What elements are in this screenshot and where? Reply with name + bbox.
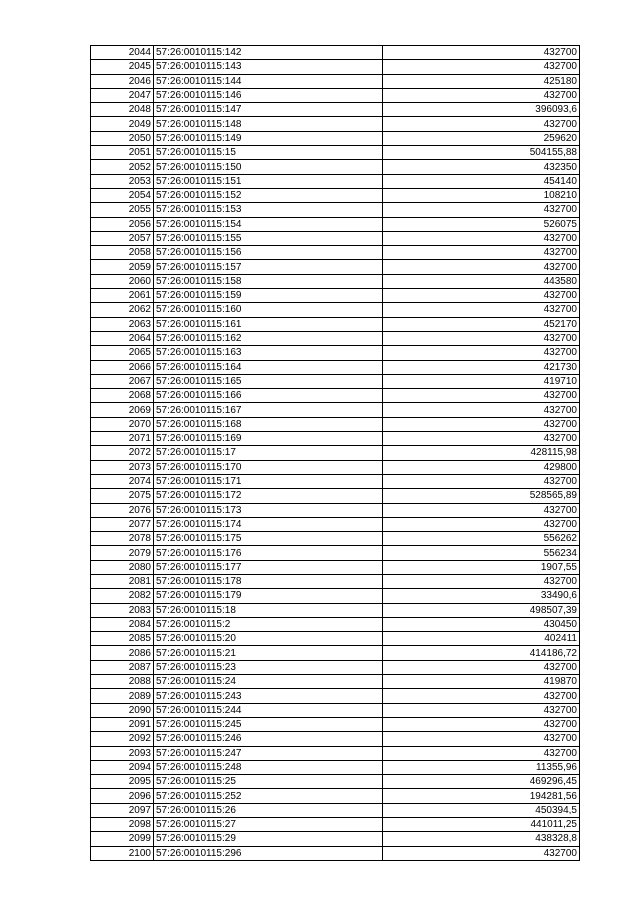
row-number-cell: 2096 [91,789,154,803]
table-row [91,789,580,803]
cadastral-value-cell: 432700 [383,689,580,703]
cadastral-number-cell: 57:26:0010115:153 [154,203,383,217]
row-number-cell: 2091 [91,717,154,731]
table-row [91,760,580,774]
cadastral-value-cell: 432700 [383,432,580,446]
table-row [91,603,580,617]
cadastral-value-cell: 414186,72 [383,646,580,660]
cadastral-number-cell: 57:26:0010115:15 [154,146,383,160]
table-row [91,231,580,245]
cadastral-value-cell: 432700 [383,117,580,131]
cadastral-value-cell: 432700 [383,403,580,417]
cadastral-number-cell: 57:26:0010115:155 [154,231,383,245]
table-row [91,389,580,403]
cadastral-value-cell: 432700 [383,260,580,274]
table-row [91,346,580,360]
cadastral-number-cell: 57:26:0010115:168 [154,417,383,431]
cadastral-value-cell: 432700 [383,517,580,531]
cadastral-number-cell: 57:26:0010115:147 [154,103,383,117]
cadastral-number-cell: 57:26:0010115:174 [154,517,383,531]
cadastral-value-cell: 432700 [383,503,580,517]
table-row [91,746,580,760]
cadastral-number-cell: 57:26:0010115:161 [154,317,383,331]
table-row [91,331,580,345]
cadastral-value-cell: 194281,56 [383,789,580,803]
row-number-cell: 2080 [91,560,154,574]
table-row [91,74,580,88]
cadastral-number-cell: 57:26:0010115:246 [154,732,383,746]
cadastral-number-cell: 57:26:0010115:143 [154,60,383,74]
cadastral-value-cell: 432700 [383,732,580,746]
cadastral-number-cell: 57:26:0010115:167 [154,403,383,417]
cadastral-number-cell: 57:26:0010115:20 [154,632,383,646]
cadastral-value-cell: 421730 [383,360,580,374]
cadastral-value-cell: 438328,8 [383,832,580,846]
cadastral-number-cell: 57:26:0010115:165 [154,374,383,388]
cadastral-number-cell: 57:26:0010115:18 [154,603,383,617]
cadastral-value-cell: 432700 [383,717,580,731]
cadastral-number-cell: 57:26:0010115:159 [154,289,383,303]
row-number-cell: 2083 [91,603,154,617]
cadastral-value-cell: 432700 [383,474,580,488]
row-number-cell: 2049 [91,117,154,131]
row-number-cell: 2065 [91,346,154,360]
table-row [91,717,580,731]
cadastral-number-cell: 57:26:0010115:149 [154,131,383,145]
cadastral-value-cell: 419710 [383,374,580,388]
table-row [91,160,580,174]
row-number-cell: 2063 [91,317,154,331]
cadastral-number-cell: 57:26:0010115:248 [154,760,383,774]
table-row [91,432,580,446]
cadastral-value-cell: 504155,88 [383,146,580,160]
cadastral-value-cell: 432700 [383,289,580,303]
row-number-cell: 2088 [91,675,154,689]
cadastral-value-cell: 441011,25 [383,818,580,832]
table-row [91,689,580,703]
cadastral-number-cell: 57:26:0010115:170 [154,460,383,474]
row-number-cell: 2089 [91,689,154,703]
table-row [91,303,580,317]
cadastral-value-cell: 432700 [383,331,580,345]
row-number-cell: 2082 [91,589,154,603]
row-number-cell: 2062 [91,303,154,317]
cadastral-number-cell: 57:26:0010115:142 [154,46,383,60]
cadastral-value-cell: 11355,96 [383,760,580,774]
cadastral-number-cell: 57:26:0010115:157 [154,260,383,274]
cadastral-number-cell: 57:26:0010115:164 [154,360,383,374]
row-number-cell: 2061 [91,289,154,303]
table-row [91,503,580,517]
row-number-cell: 2100 [91,846,154,860]
cadastral-number-cell: 57:26:0010115:243 [154,689,383,703]
row-number-cell: 2077 [91,517,154,531]
cadastral-value-cell: 432700 [383,346,580,360]
table-row [91,646,580,660]
row-number-cell: 2051 [91,146,154,160]
table-row [91,417,580,431]
cadastral-value-cell: 419870 [383,675,580,689]
row-number-cell: 2071 [91,432,154,446]
cadastral-value-cell: 108210 [383,188,580,202]
table-row [91,274,580,288]
row-number-cell: 2073 [91,460,154,474]
cadastral-number-cell: 57:26:0010115:21 [154,646,383,660]
row-number-cell: 2090 [91,703,154,717]
cadastral-number-cell: 57:26:0010115:17 [154,446,383,460]
table-row [91,675,580,689]
table-row [91,260,580,274]
row-number-cell: 2048 [91,103,154,117]
cadastral-value-cell: 432700 [383,703,580,717]
table-row [91,88,580,102]
row-number-cell: 2056 [91,217,154,231]
table-row [91,446,580,460]
row-number-cell: 2059 [91,260,154,274]
cadastral-value-cell: 33490,6 [383,589,580,603]
row-number-cell: 2045 [91,60,154,74]
cadastral-number-cell: 57:26:0010115:178 [154,574,383,588]
cadastral-number-cell: 57:26:0010115:25 [154,775,383,789]
cadastral-number-cell: 57:26:0010115:179 [154,589,383,603]
cadastral-value-cell: 428115,98 [383,446,580,460]
row-number-cell: 2099 [91,832,154,846]
table-row [91,374,580,388]
table-row [91,117,580,131]
table-row [91,546,580,560]
row-number-cell: 2074 [91,474,154,488]
row-number-cell: 2047 [91,88,154,102]
table-row [91,589,580,603]
row-number-cell: 2046 [91,74,154,88]
row-number-cell: 2067 [91,374,154,388]
cadastral-value-cell: 498507,39 [383,603,580,617]
cadastral-number-cell: 57:26:0010115:158 [154,274,383,288]
row-number-cell: 2079 [91,546,154,560]
table-row [91,174,580,188]
row-number-cell: 2052 [91,160,154,174]
cadastral-number-cell: 57:26:0010115:148 [154,117,383,131]
row-number-cell: 2075 [91,489,154,503]
cadastral-number-cell: 57:26:0010115:151 [154,174,383,188]
row-number-cell: 2078 [91,532,154,546]
cadastral-number-cell: 57:26:0010115:150 [154,160,383,174]
cadastral-number-cell: 57:26:0010115:175 [154,532,383,546]
row-number-cell: 2081 [91,574,154,588]
cadastral-value-cell: 432700 [383,88,580,102]
table-row [91,474,580,488]
table-row [91,632,580,646]
cadastral-value-cell: 432700 [383,60,580,74]
cadastral-value-cell: 556234 [383,546,580,560]
cadastral-value-cell: 432700 [383,846,580,860]
row-number-cell: 2060 [91,274,154,288]
cadastral-value-cell: 425180 [383,74,580,88]
table-row [91,660,580,674]
table-row [91,703,580,717]
cadastral-value-cell: 432700 [383,574,580,588]
row-number-cell: 2098 [91,818,154,832]
table-row [91,732,580,746]
row-number-cell: 2085 [91,632,154,646]
table-row [91,46,580,60]
table-row [91,203,580,217]
cadastral-number-cell: 57:26:0010115:172 [154,489,383,503]
row-number-cell: 2092 [91,732,154,746]
cadastral-number-cell: 57:26:0010115:252 [154,789,383,803]
cadastral-number-cell: 57:26:0010115:24 [154,675,383,689]
cadastral-value-cell: 454140 [383,174,580,188]
row-number-cell: 2069 [91,403,154,417]
cadastral-value-cell: 443580 [383,274,580,288]
cadastral-number-cell: 57:26:0010115:162 [154,331,383,345]
table-row [91,360,580,374]
table-row [91,131,580,145]
table-row [91,188,580,202]
cadastral-value-cell: 432700 [383,746,580,760]
table-row [91,317,580,331]
row-number-cell: 2095 [91,775,154,789]
cadastral-number-cell: 57:26:0010115:26 [154,803,383,817]
table-row [91,560,580,574]
cadastral-value-cell: 432700 [383,660,580,674]
cadastral-number-cell: 57:26:0010115:247 [154,746,383,760]
cadastral-value-cell: 432700 [383,203,580,217]
cadastral-number-cell: 57:26:0010115:152 [154,188,383,202]
cadastral-value-table [90,45,580,861]
table-row [91,489,580,503]
cadastral-value-cell: 450394,5 [383,803,580,817]
cadastral-value-cell: 469296,45 [383,775,580,789]
row-number-cell: 2094 [91,760,154,774]
row-number-cell: 2058 [91,246,154,260]
table-row [91,574,580,588]
row-number-cell: 2055 [91,203,154,217]
cadastral-number-cell: 57:26:0010115:160 [154,303,383,317]
cadastral-value-cell: 432700 [383,389,580,403]
cadastral-number-cell: 57:26:0010115:171 [154,474,383,488]
table-row [91,818,580,832]
cadastral-value-cell: 432700 [383,417,580,431]
row-number-cell: 2068 [91,389,154,403]
row-number-cell: 2066 [91,360,154,374]
table-row [91,217,580,231]
cadastral-value-cell: 526075 [383,217,580,231]
table-row [91,846,580,860]
table-row [91,532,580,546]
cadastral-number-cell: 57:26:0010115:177 [154,560,383,574]
row-number-cell: 2064 [91,331,154,345]
row-number-cell: 2070 [91,417,154,431]
cadastral-number-cell: 57:26:0010115:27 [154,818,383,832]
cadastral-value-cell: 432700 [383,46,580,60]
row-number-cell: 2057 [91,231,154,245]
table-row [91,403,580,417]
row-number-cell: 2044 [91,46,154,60]
cadastral-value-cell: 432700 [383,246,580,260]
row-number-cell: 2097 [91,803,154,817]
cadastral-number-cell: 57:26:0010115:23 [154,660,383,674]
row-number-cell: 2054 [91,188,154,202]
table-row [91,246,580,260]
cadastral-number-cell: 57:26:0010115:144 [154,74,383,88]
cadastral-number-cell: 57:26:0010115:154 [154,217,383,231]
row-number-cell: 2050 [91,131,154,145]
row-number-cell: 2086 [91,646,154,660]
cadastral-value-cell: 556262 [383,532,580,546]
cadastral-value-cell: 429800 [383,460,580,474]
cadastral-number-cell: 57:26:0010115:156 [154,246,383,260]
cadastral-value-cell: 432700 [383,303,580,317]
row-number-cell: 2072 [91,446,154,460]
cadastral-value-cell: 432700 [383,231,580,245]
row-number-cell: 2053 [91,174,154,188]
row-number-cell: 2076 [91,503,154,517]
cadastral-number-cell: 57:26:0010115:173 [154,503,383,517]
cadastral-number-cell: 57:26:0010115:2 [154,617,383,631]
table-row [91,617,580,631]
cadastral-number-cell: 57:26:0010115:244 [154,703,383,717]
table-row [91,146,580,160]
row-number-cell: 2087 [91,660,154,674]
cadastral-value-cell: 396093,6 [383,103,580,117]
row-number-cell: 2093 [91,746,154,760]
table-row [91,460,580,474]
table-row [91,517,580,531]
table-row [91,289,580,303]
cadastral-value-cell: 430450 [383,617,580,631]
cadastral-number-cell: 57:26:0010115:296 [154,846,383,860]
cadastral-number-cell: 57:26:0010115:146 [154,88,383,102]
table-row [91,803,580,817]
cadastral-value-cell: 259620 [383,131,580,145]
cadastral-number-cell: 57:26:0010115:169 [154,432,383,446]
table-row [91,103,580,117]
row-number-cell: 2084 [91,617,154,631]
cadastral-value-cell: 432350 [383,160,580,174]
cadastral-number-cell: 57:26:0010115:29 [154,832,383,846]
cadastral-value-cell: 528565,89 [383,489,580,503]
cadastral-value-cell: 1907,55 [383,560,580,574]
table-body [91,46,580,861]
table-row [91,775,580,789]
cadastral-number-cell: 57:26:0010115:163 [154,346,383,360]
table-row [91,832,580,846]
cadastral-number-cell: 57:26:0010115:176 [154,546,383,560]
cadastral-value-cell: 402411 [383,632,580,646]
cadastral-value-cell: 452170 [383,317,580,331]
cadastral-number-cell: 57:26:0010115:166 [154,389,383,403]
cadastral-number-cell: 57:26:0010115:245 [154,717,383,731]
table-row [91,60,580,74]
